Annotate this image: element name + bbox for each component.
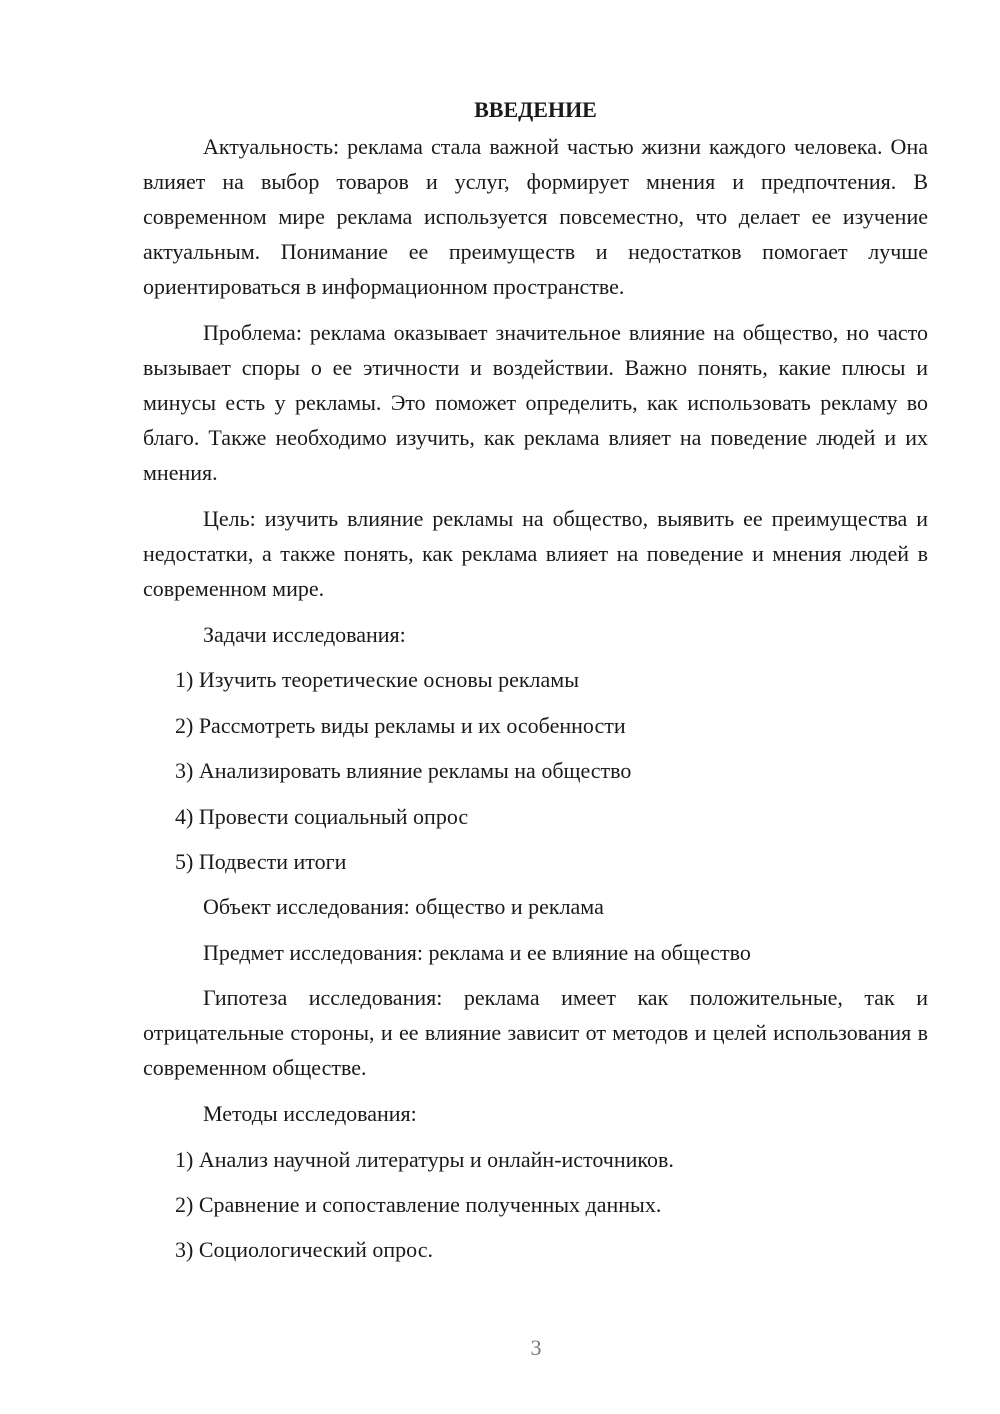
method-item: 2) Сравнение и сопоставление полученных данных. xyxy=(175,1191,662,1217)
research-subject: Предмет исследования: реклама и ее влияние на общество xyxy=(203,939,751,965)
method-item: 3) Социологический опрос. xyxy=(175,1237,433,1263)
task-item: 4) Провести социальный опрос xyxy=(175,803,469,829)
tasks-label: Задачи исследования: xyxy=(203,622,406,647)
section-heading: ВВЕДЕНИЕ xyxy=(474,97,597,122)
hypothesis-paragraph: Гипотеза исследования: реклама имеет как положительные, так и отрицательные стороны, и ее влияние зависит от методов и целей использования в современном обществе. xyxy=(143,985,928,1081)
problem-paragraph: Проблема: реклама оказывает значительное влияние на общество, но часто вызывает споры о ее этичности и воздействии. Важно понять, какие плюсы и минусы есть у рекламы. Это поможет определить, как использовать рекламу во благо. Также необходимо изучить, как реклама влияет на поведение людей и их мнения. xyxy=(143,320,928,485)
relevance-paragraph: Актуальность: реклама стала важной частью жизни каждого человека. Она влияет на выбор товаров и услуг, формирует мнения и предпочтения. В современном мире реклама используется повсеместно, что делает ее изучение актуальным. Понимание ее преимуществ и недостатков помогает лучше ориентироваться в информационном пространстве. xyxy=(143,134,928,299)
task-item: 2) Рассмотреть виды рекламы и их особенности xyxy=(175,712,626,738)
document-page xyxy=(143,92,928,1278)
task-item: 1) Изучить теоретические основы рекламы xyxy=(175,667,579,693)
page-number: 3 xyxy=(530,1335,542,1360)
methods-label: Методы исследования: xyxy=(203,1101,417,1127)
goal-paragraph: Цель: изучить влияние рекламы на общество, выявить ее преимущества и недостатки, а также понять, как реклама влияет на поведение и мнения людей в современном мире. xyxy=(143,506,928,601)
research-object: Объект исследования: общество и реклама xyxy=(203,894,604,920)
method-item: 1) Анализ научной литературы и онлайн-источников. xyxy=(175,1146,674,1172)
task-item: 5) Подвести итоги xyxy=(175,848,347,874)
task-item: 3) Анализировать влияние рекламы на общество xyxy=(175,758,632,784)
